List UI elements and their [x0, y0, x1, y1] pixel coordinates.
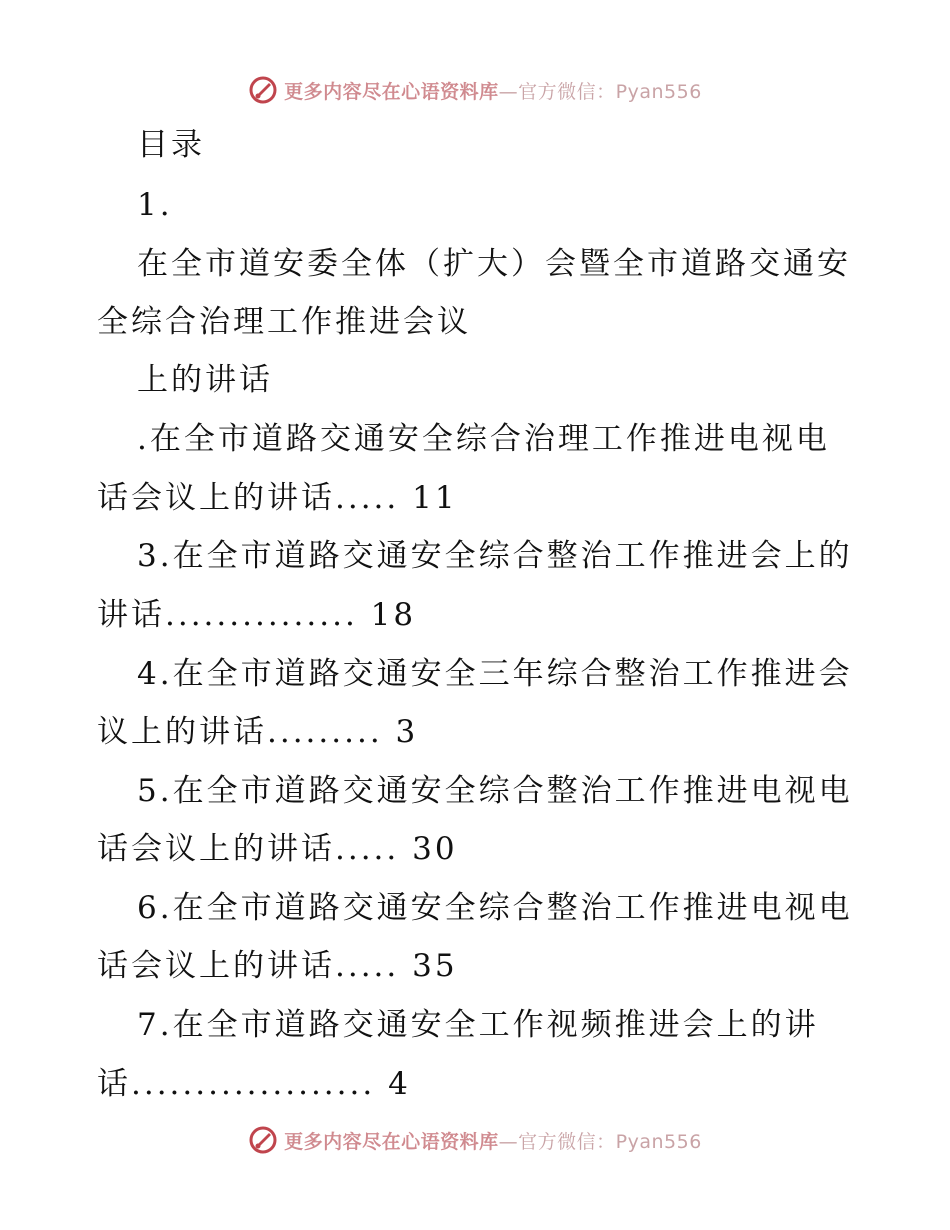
toc-title: 目录 — [137, 127, 205, 163]
header-watermark — [0, 72, 950, 108]
toc-entry-3-line-1: 3.在全市道路交通安全综合整治工作推进会上的 — [137, 538, 853, 574]
toc-entry-5-line-2: 话会议上的讲话..... 30 — [97, 831, 458, 867]
watermark-text — [284, 1127, 702, 1154]
toc-entry-1-line-2: 全综合治理工作推进会议 — [97, 304, 471, 340]
toc-entry-5-line-1: 5.在全市道路交通安全综合整治工作推进电视电 — [137, 773, 853, 809]
watermark-brand: 更多内容尽在心语资料库 — [284, 1130, 499, 1153]
toc-entry-1-line-3: 上的讲话 — [137, 362, 273, 398]
toc-entry-2-line-1: .在全市道路交通安全综合治理工作推进电视电 — [137, 421, 830, 457]
toc-entry-7-line-1: 7.在全市道路交通安全工作视频推进会上的讲 — [137, 1007, 819, 1043]
toc-entry-4-line-2: 议上的讲话......... 3 — [97, 714, 419, 750]
watermark-rest: —官方微信：Pyan556 — [498, 1130, 702, 1153]
toc-entry-2-line-2: 话会议上的讲话..... 11 — [97, 480, 458, 516]
toc-entry-6-line-2: 话会议上的讲话..... 35 — [97, 948, 458, 984]
toc-entry-1-line-1: 在全市道安委全体（扩大）会暨全市道路交通安 — [137, 246, 851, 282]
footer-watermark — [0, 1122, 950, 1158]
toc-entry-4-line-1: 4.在全市道路交通安全三年综合整治工作推进会 — [137, 656, 853, 692]
watermark-logo-icon — [248, 75, 278, 105]
toc-entry-6-line-1: 6.在全市道路交通安全综合整治工作推进电视电 — [137, 890, 853, 926]
toc-entry-3-line-2: 讲话............... 18 — [97, 597, 417, 633]
watermark-text — [284, 77, 702, 104]
watermark-brand: 更多内容尽在心语资料库 — [284, 80, 499, 103]
watermark-logo-icon — [248, 1125, 278, 1155]
watermark-rest: —官方微信：Pyan556 — [498, 80, 702, 103]
toc-entry-7-line-2: 话................... 4 — [97, 1066, 411, 1102]
toc-entry-1-number: 1. — [137, 187, 173, 223]
